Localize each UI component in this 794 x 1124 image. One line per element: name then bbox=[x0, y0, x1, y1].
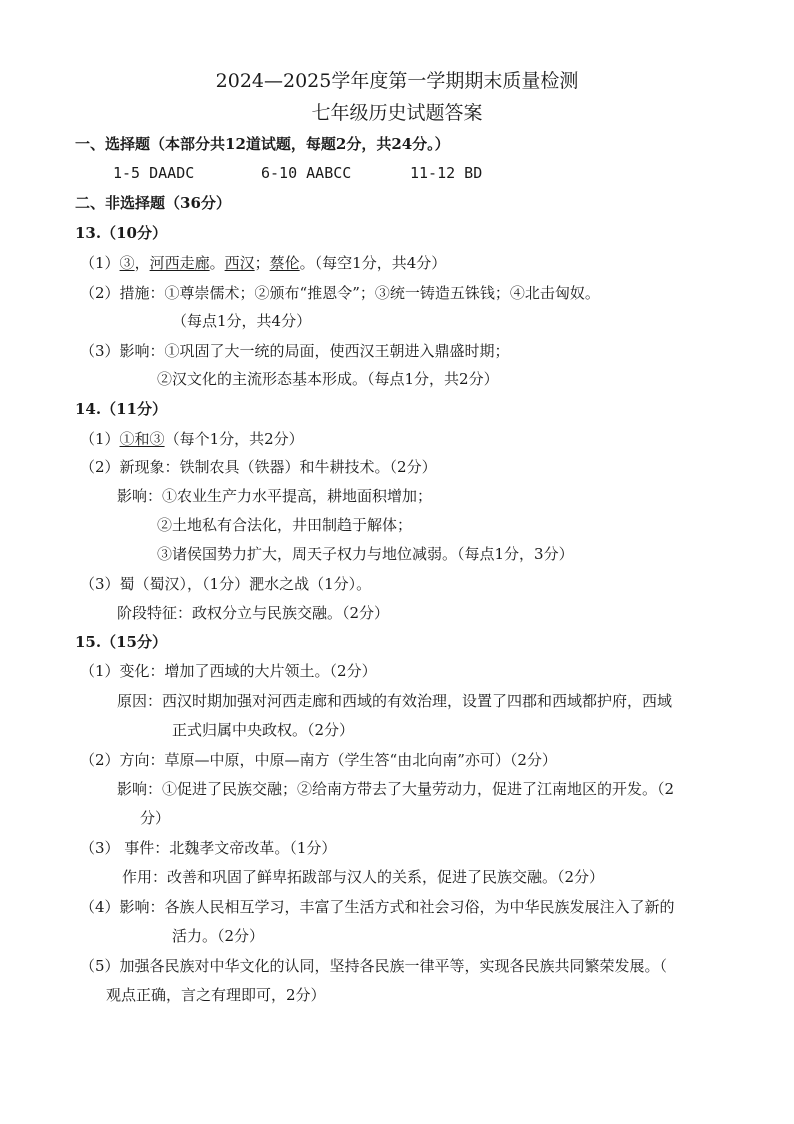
doc-title-line1: 2024—2025学年度第一学期期末质量检测 bbox=[215, 70, 579, 92]
q14-part1: （1）①和③（每个1分，共2分） bbox=[80, 430, 304, 448]
q15-part5: （5）加强各民族对中华文化的认同，坚持各民族一律平等，实现各民族共同繁荣发展。（ bbox=[80, 957, 668, 975]
answers-1-5: 1-5 DAADC bbox=[113, 164, 195, 182]
q13-part3-cont: ②汉文化的主流形态基本形成。（每点1分，共2分） bbox=[157, 370, 499, 388]
q13-part2-score: （每点1分，共4分） bbox=[172, 312, 312, 330]
q14-part2: （2）新现象：铁制农具（铁器）和牛耕技术。（2分） bbox=[80, 458, 437, 476]
q13-part2: （2）措施：①尊崇儒术；②颁布“推恩令”；③统一铸造五铢钱；④北击匈奴。 bbox=[80, 284, 600, 302]
answers-11-12: 11-12 BD bbox=[410, 164, 483, 182]
q15-part3-effect: 作用：改善和巩固了鲜卑拓跋部与汉人的关系，促进了民族交融。（2分） bbox=[122, 868, 605, 886]
q13-answer-dynasty: 西汉 bbox=[224, 254, 255, 272]
q13-part3: （3）影响：①巩固了大一统的局面，使西汉王朝进入鼎盛时期； bbox=[80, 342, 510, 360]
q15-part3: （3） 事件：北魏孝文帝改革。（1分） bbox=[80, 839, 337, 857]
q14-part2-impact-3: ③诸侯国势力扩大，周天子权力与地位减弱。（每点1分，3分） bbox=[157, 545, 574, 563]
q15-part2: （2）方向：草原—中原，中原—南方（学生答“由北向南”亦可）（2分） bbox=[80, 751, 557, 769]
q13-answer-corridor: 河西走廊 bbox=[149, 254, 210, 272]
q14-part2-impact: 影响：①农业生产力水平提高，耕地面积增加； bbox=[117, 487, 433, 505]
q13-answer-number: ③ bbox=[119, 254, 135, 272]
q15-part1: （1）变化：增加了西域的大片领土。（2分） bbox=[80, 662, 377, 680]
q14-part3-feature: 阶段特征：政权分立与民族交融。（2分） bbox=[117, 604, 390, 622]
q15-part1-reason: 原因：西汉时期加强对河西走廊和西域的有效治理，设置了四郡和西域都护府，西域 bbox=[117, 692, 673, 710]
q15-part2-impact-cont: 分） bbox=[140, 809, 171, 827]
q14-label: 14.（11分） bbox=[75, 400, 167, 418]
section-nonchoice-heading: 二、非选择题（36分） bbox=[75, 194, 231, 212]
answers-6-10: 6-10 AABCC bbox=[261, 164, 352, 182]
q13-part1: （1）③，河西走廊。西汉；蔡伦。（每空1分，共4分） bbox=[80, 254, 447, 272]
q15-part4: （4）影响：各族人民相互学习，丰富了生活方式和社会习俗，为中华民族发展注入了新的 bbox=[80, 898, 675, 916]
q15-part5-cont: 观点正确，言之有理即可，2分） bbox=[106, 986, 326, 1004]
doc-title-line2: 七年级历史试题答案 bbox=[311, 102, 483, 124]
q15-part4-cont: 活力。（2分） bbox=[172, 927, 265, 945]
section-choice-heading: 一、选择题（本部分共12道试题，每题2分，共24分。） bbox=[75, 135, 450, 153]
q14-part2-impact-2: ②土地私有合法化，井田制趋于解体； bbox=[157, 516, 413, 534]
q14-part3: （3）蜀（蜀汉），（1分）淝水之战（1分）。 bbox=[80, 575, 372, 593]
q15-part1-reason-cont: 正式归属中央政权。（2分） bbox=[172, 721, 355, 739]
q13-label: 13.（10分） bbox=[75, 224, 167, 242]
q15-label: 15.（15分） bbox=[75, 633, 167, 651]
q14-answer: ①和③ bbox=[119, 430, 165, 448]
q13-answer-person: 蔡伦 bbox=[269, 254, 300, 272]
q15-part2-impact: 影响：①促进了民族交融；②给南方带去了大量劳动力，促进了江南地区的开发。（2 bbox=[117, 780, 675, 798]
